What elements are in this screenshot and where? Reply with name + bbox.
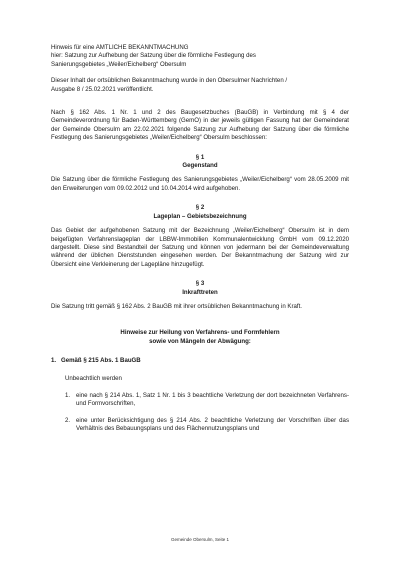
- section-2: [51, 204, 349, 269]
- section-1-heading: [51, 154, 349, 171]
- list-item-text: eine unter Berücksichtigung des § 214 Abs. 2 beachtliche Verletzung der Vorschriften über das Verhältnis des Bebauungsplans und des Flächennutzungsplans und: [76, 416, 349, 433]
- list-item: [65, 392, 349, 409]
- notice-title-line-2: sowie von Mängeln der Abwägung:: [149, 337, 251, 345]
- point-1-lead: Unbeachtlich werden: [65, 374, 122, 382]
- section-2-title: Lageplan – Gebietsbezeichnung: [153, 212, 247, 220]
- list-item-text: eine nach § 214 Abs. 1, Satz 1 Nr. 1 bis 3 beachtliche Verletzung der dort bezeichneten Verfahrens- und Formvorschriften,: [76, 391, 349, 408]
- section-2-heading: [51, 204, 349, 221]
- page-footer: Gemeinde Obersulm, Seite 1: [170, 536, 230, 542]
- section-1: [51, 154, 349, 194]
- section-1-body: Die Satzung über die förmliche Festlegung des Sanierungsgebietes „Weiler/Eichelberg“ vom 28.05.2009 mit den Erweiterungen vom 09.02.2012 und 10.04.2014 wird aufgehoben.: [51, 176, 349, 192]
- list-item-number: 1.: [65, 391, 71, 399]
- section-2-number: § 2: [195, 204, 205, 212]
- list-item-number: 2.: [65, 416, 71, 424]
- section-3-title: Inkrafttreten: [182, 288, 218, 296]
- intro-paragraph: Nach § 162 Abs. 1 Nr. 1 und 2 des Baugesetzbuches (BauGB) in Verbindung mit § 4 der Gemeindeverordnung für Baden-Württemberg (GemO) in der jeweils gültigen Fassung hat der Gemeinderat der Gemeinde Obersulm am 22.02.2021 folgende Satzung zur Aufhebung der Satzung über die förmliche Festlegung des Sanierungsgebietes „Weiler/Eichelberg“ Obersulm beschlossen:: [51, 109, 349, 142]
- list-item: [65, 417, 349, 434]
- hint-line-1: Dieser Inhalt der ortsüblichen Bekanntmachung wurde in den Obersulmer Nachrichten /: [51, 77, 288, 85]
- point-1-title: Gemäß § 215 Abs. 1 BauGB: [61, 357, 141, 365]
- publication-hint: [51, 77, 349, 94]
- notice-title: [51, 329, 349, 346]
- notice-title-line-1: Hinweise zur Heilung von Verfahrens- und Formfehlern: [120, 329, 280, 337]
- point-1-list: [65, 392, 349, 434]
- section-3: [51, 280, 349, 311]
- section-3-number: § 3: [195, 280, 205, 288]
- point-1-heading: [51, 357, 349, 365]
- section-2-body: Das Gebiet der aufgehobenen Satzung mit der Bezeichnung „Weiler/Eichelberg“ Obersulm ist in dem beigefügten Verfahrenslageplan der LBBW-Immobilien Kommunalentwicklung GmbH vom 09.12.2020 dargestellt. Diese sind Bestandteil der Satzung und können von jedermann bei der Gemeindeverwaltung während der üblichen Dienststunden eingesehen werden. Der Bekanntmachung der Satzung wird zur Übersicht eine Verkleinerung der Lagepläne hinzugefügt.: [51, 227, 349, 268]
- header-line-1: Hinweis für eine AMTLICHE BEKANNTMACHUNG: [51, 44, 189, 51]
- section-3-heading: [51, 280, 349, 297]
- point-1-number: 1.: [51, 357, 57, 365]
- section-3-body: Die Satzung tritt gemäß § 162 Abs. 2 BauGB mit ihrer ortsüblichen Bekanntmachung in Kraft.: [51, 302, 302, 310]
- header-line-3: Sanierungsgebietes „Weiler/Eichelberg“ Obersulm: [51, 60, 187, 68]
- section-1-number: § 1: [195, 153, 205, 161]
- header-line-2: hier: Satzung zur Aufhebung der Satzung über die förmliche Festlegung des: [51, 52, 256, 60]
- document-header: [51, 44, 349, 69]
- hint-line-2: Ausgabe 8 / 25.02.2021 veröffentlicht.: [51, 85, 154, 93]
- section-1-title: Gegenstand: [182, 162, 218, 170]
